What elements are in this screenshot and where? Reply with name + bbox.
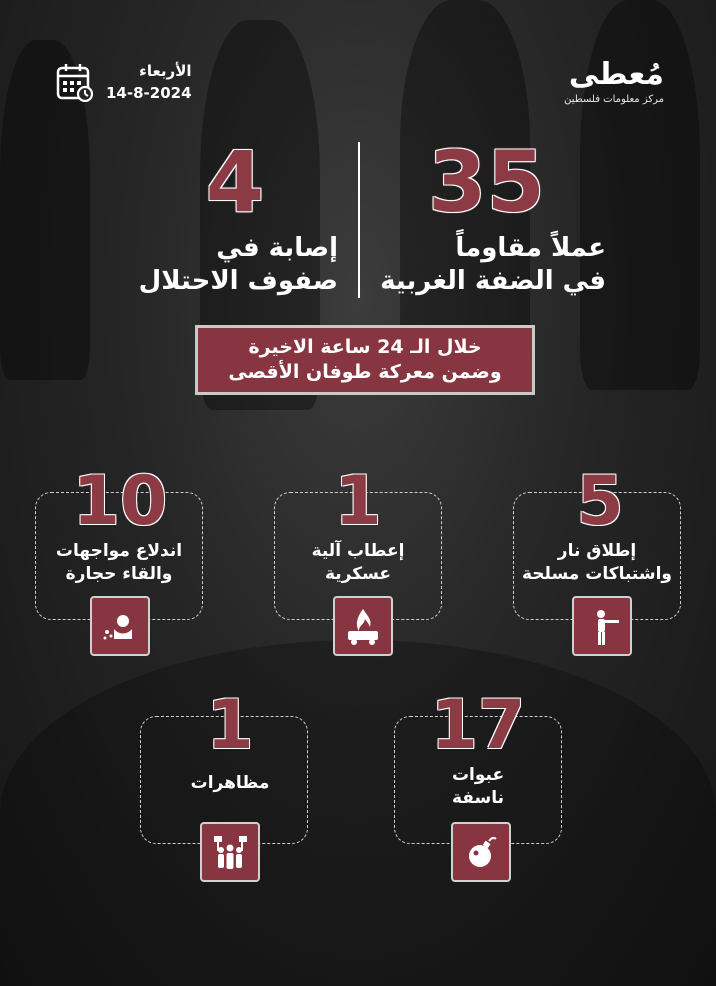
banner-line2: وضمن معركة طوفان الأقصى xyxy=(228,361,502,383)
date-label: 14-8-2024 xyxy=(106,84,192,102)
card-number-clashes: 10 xyxy=(72,462,168,541)
logo xyxy=(564,57,664,105)
card-label-line1: إعطاب آلية xyxy=(311,541,405,561)
day-label: الأربعاء xyxy=(139,62,192,80)
card-label-line2: ناسفة xyxy=(451,787,505,808)
stat-label-injuries xyxy=(118,232,338,297)
card-label-clashes xyxy=(27,540,211,586)
logo-title: مُعطى xyxy=(568,57,664,92)
card-label-protests xyxy=(138,772,322,795)
bomb-icon xyxy=(460,831,502,873)
divider xyxy=(358,142,360,298)
stat-number-resistance-acts: 35 xyxy=(428,133,545,231)
card-label-vehicle xyxy=(266,540,450,586)
card-label-line1: إطلاق نار xyxy=(557,541,637,561)
stat-label-resistance-acts xyxy=(376,232,606,297)
card-label-line2: عسكرية xyxy=(324,563,392,584)
burning-vehicle-icon xyxy=(342,605,384,647)
stat-label-line2: صفوف الاحتلال xyxy=(138,265,338,296)
card-label-line2: والقاء حجارة xyxy=(65,563,173,584)
card-number-vehicle: 1 xyxy=(334,462,382,541)
bomb-icon-box xyxy=(451,822,511,882)
card-label-line2: واشتباكات مسلحة xyxy=(522,563,672,584)
card-number-protests: 1 xyxy=(206,686,254,765)
card-label-line1: عبوات xyxy=(451,765,505,785)
card-label-line1: مظاهرات xyxy=(190,773,270,793)
protesters-icon xyxy=(209,831,251,873)
shooter-icon-box xyxy=(572,596,632,656)
calendar-icon xyxy=(56,62,94,102)
card-label-shooting xyxy=(505,540,689,586)
logo-subtitle: مركز معلومات فلسطين xyxy=(564,94,664,105)
stat-label-line1: إصابة في xyxy=(216,233,338,263)
stone-thrower-icon-box xyxy=(90,596,150,656)
banner-line1: خلال الـ 24 ساعة الاخيرة xyxy=(248,336,482,359)
stat-label-line2: في الضفة الغربية xyxy=(380,265,606,296)
burning-vehicle-icon-box xyxy=(333,596,393,656)
period-banner xyxy=(195,325,535,395)
date-block xyxy=(56,62,192,102)
card-label-explosives xyxy=(386,764,570,810)
shooter-icon xyxy=(581,605,623,647)
stat-number-injuries: 4 xyxy=(205,133,265,231)
protesters-icon-box xyxy=(200,822,260,882)
stone-thrower-icon xyxy=(99,605,141,647)
card-number-shooting: 5 xyxy=(576,462,624,541)
stat-label-line1: عملاً مقاوماً xyxy=(455,233,606,263)
card-number-explosives: 17 xyxy=(430,686,526,765)
card-label-line1: اندلاع مواجهات xyxy=(55,541,183,561)
